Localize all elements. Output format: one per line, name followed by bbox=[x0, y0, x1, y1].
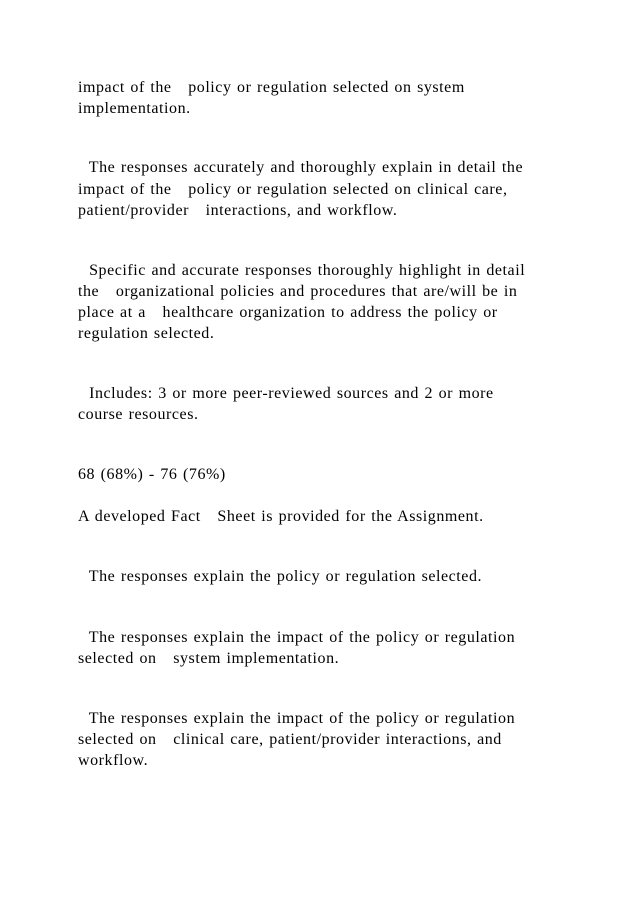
text-line: workflow. bbox=[78, 752, 149, 769]
score-range: 68 (68%) - 76 (76%) bbox=[78, 466, 226, 483]
text-line: course resources. bbox=[78, 406, 199, 423]
text-line: The responses explain the impact of the policy or regulation bbox=[78, 710, 516, 727]
text-line: selected on clinical care, patient/provider interactions, and bbox=[78, 731, 502, 748]
text-line: the organizational policies and procedures that are/will be in bbox=[78, 283, 518, 300]
text-line: impact of the policy or regulation selected on clinical care, bbox=[78, 181, 508, 198]
text-line: The responses explain the policy or regulation selected. bbox=[78, 568, 483, 585]
text-line: patient/provider interactions, and workflow. bbox=[78, 202, 398, 219]
text-line: regulation selected. bbox=[78, 325, 215, 342]
text-line: impact of the policy or regulation selected on system bbox=[78, 79, 465, 96]
text-line: The responses accurately and thoroughly explain in detail the bbox=[78, 159, 524, 176]
text-line: The responses explain the impact of the policy or regulation bbox=[78, 629, 516, 646]
text-line: place at a healthcare organization to address the policy or bbox=[78, 304, 498, 321]
text-line: Specific and accurate responses thoroughly highlight in detail bbox=[78, 262, 526, 279]
text-line: implementation. bbox=[78, 100, 191, 117]
text-line: Includes: 3 or more peer-reviewed sources and 2 or more bbox=[78, 385, 494, 402]
text-line: A developed Fact Sheet is provided for the Assignment. bbox=[78, 508, 484, 525]
text-line: selected on system implementation. bbox=[78, 650, 340, 667]
